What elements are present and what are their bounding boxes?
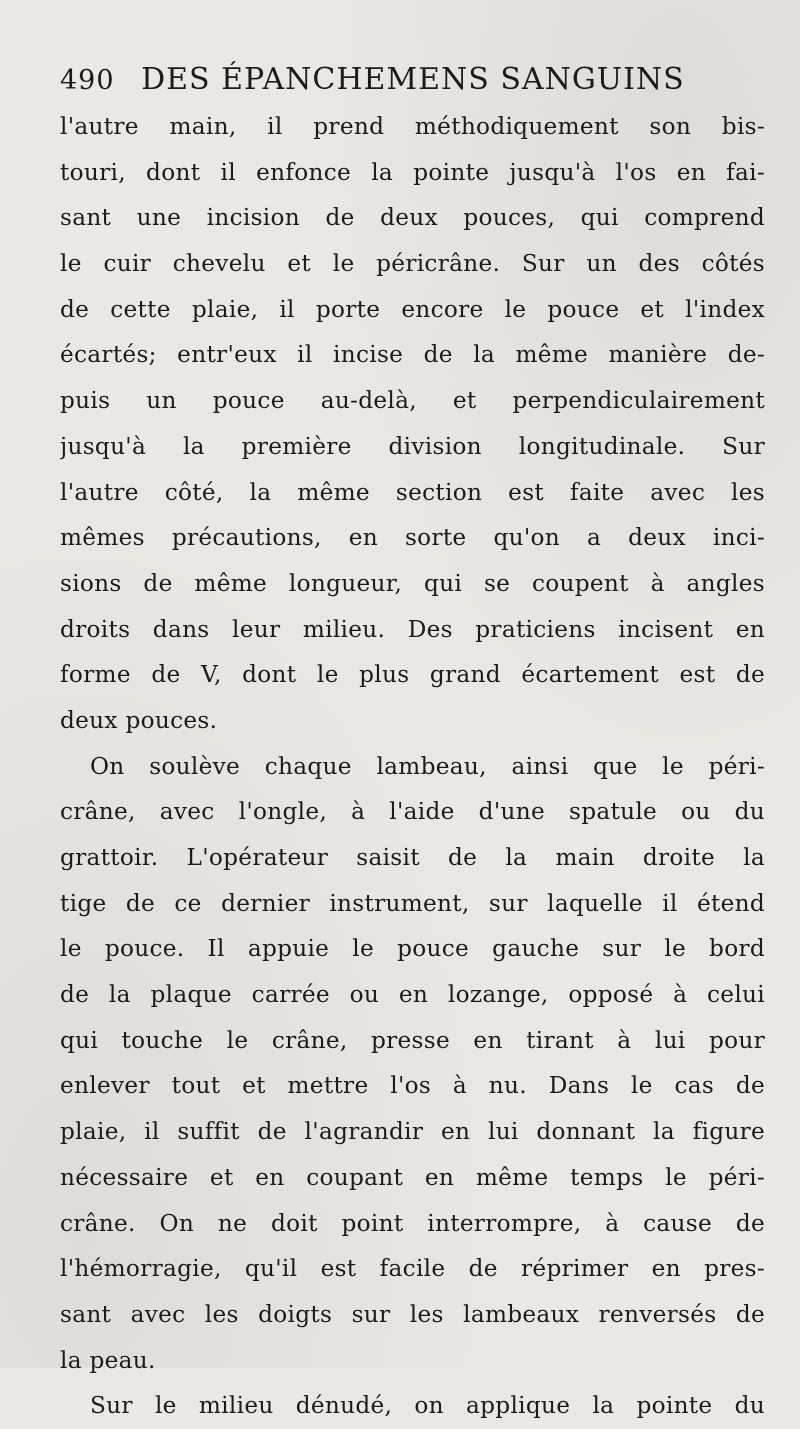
text-line: qui touche le crâne, presse en tirant à lui pour [60,1026,765,1054]
text-line: crâne. On ne doit point interrompre, à cause de [60,1209,765,1237]
text-line: grattoir. L'opérateur saisit de la main droite la [60,844,765,871]
text-line: enlever tout et mettre l'os à nu. Dans le cas de [60,1072,765,1100]
text-line: crâne, avec l'ongle, à l'aide d'une spatule ou du [60,798,765,826]
text-line: sant avec les doigts sur les lambeaux renversés de [60,1300,765,1328]
text-line: le pouce. Il appuie le pouce gauche sur le bord [60,935,765,963]
running-head [60,58,750,102]
body-text [60,104,765,1429]
text-line: touri, dont il enfonce la pointe jusqu'à l'os en fai- [60,158,765,186]
text-line: Sur le milieu dénudé, on applique la pointe du [90,1392,765,1420]
text-line: mêmes précautions, en sorte qu'on a deux inci- [60,524,765,552]
text-line: nécessaire et en coupant en même temps le péri- [60,1163,765,1191]
text-line: l'autre main, il prend méthodiquement son bis- [60,113,765,140]
text-line: la peau. [60,1346,156,1374]
text-line: plaie, il suffit de l'agrandir en lui donnant la figure [60,1118,765,1146]
text-line: deux pouces. [60,706,218,734]
page-number: 490 [60,65,115,96]
text-line: tige de ce dernier instrument, sur laquelle il étend [60,889,765,917]
text-line: l'autre côté, la même section est faite avec les [60,478,765,506]
text-line: écartés; entr'eux il incise de la même manière de- [60,341,765,369]
text-line: jusqu'à la première division longitudinale. Sur [60,432,765,460]
text-line: forme de V, dont le plus grand écartement est de [60,661,765,689]
text-line: sions de même longueur, qui se coupent à angles [60,569,765,597]
text-line: de cette plaie, il porte encore le pouce et l'index [60,295,765,323]
text-line: droits dans leur milieu. Des praticiens incisent en [60,615,765,643]
text-line: l'hémorragie, qu'il est facile de réprimer en pres- [60,1255,765,1283]
running-title: DES ÉPANCHEMENS SANGUINS [141,62,685,97]
text-line: On soulève chaque lambeau, ainsi que le péri- [90,752,765,780]
text-line: le cuir chevelu et le péricrâne. Sur un des côtés [60,250,765,278]
text-line: puis un pouce au-delà, et perpendiculairement [60,387,765,415]
text-line: de la plaque carrée ou en lozange, opposé à celui [60,981,765,1009]
text-line: sant une incision de deux pouces, qui comprend [60,204,765,232]
